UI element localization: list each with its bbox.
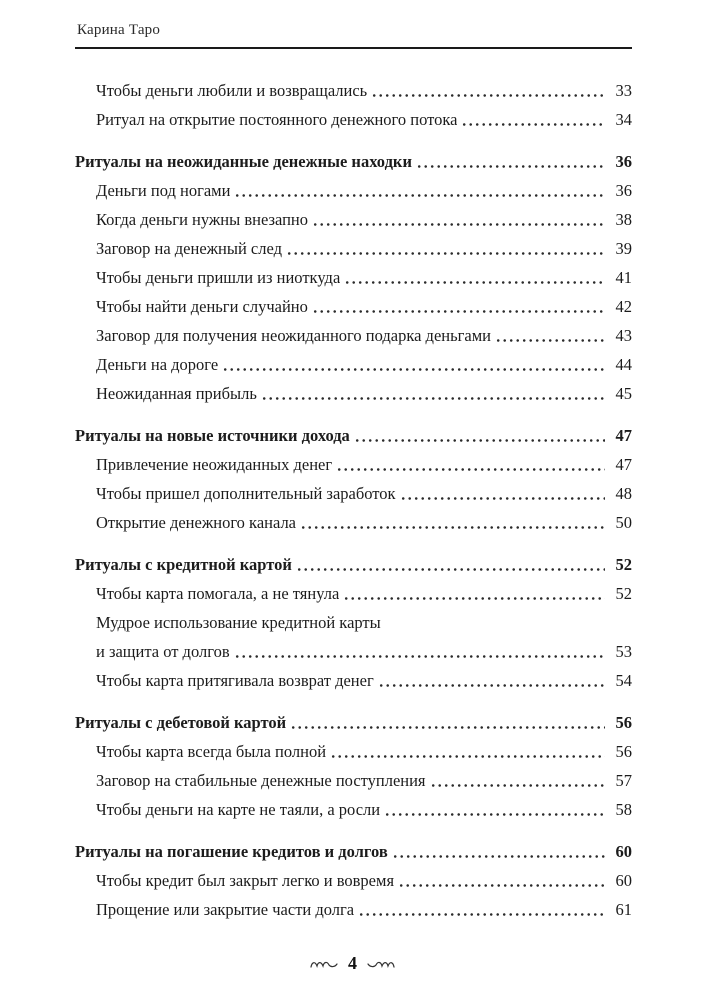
toc-leader-dots <box>401 496 605 501</box>
toc-section-entry <box>75 837 632 866</box>
toc-entry-page: 43 <box>615 325 632 345</box>
toc-entry <box>75 795 632 824</box>
toc-leader-dots <box>462 122 605 127</box>
toc-entry-label: Чтобы карта притягивала возврат денег <box>96 670 374 690</box>
toc-entry-page: 39 <box>615 238 632 258</box>
toc-entry-page: 52 <box>615 583 632 603</box>
toc-entry <box>75 350 632 379</box>
toc-entry-page: 34 <box>615 109 632 129</box>
toc-entry-label: Деньги на дороге <box>96 354 219 374</box>
toc-entry-label: Заговор на стабильные денежные поступления <box>96 770 426 790</box>
toc-entry-page: 60 <box>615 870 632 890</box>
toc-entry-label: Неожиданная прибыль <box>96 383 257 403</box>
toc-entry <box>75 292 632 321</box>
toc-entry-page: 57 <box>615 770 632 790</box>
toc-entry-label: Открытие денежного канала <box>96 512 296 532</box>
toc-leader-dots <box>393 854 605 859</box>
toc-entry-label: Когда деньги нужны внезапно <box>96 209 309 229</box>
toc-entry-label: Ритуалы на новые источники дохода <box>75 425 350 445</box>
toc-entry-label: и защита от долгов <box>96 641 230 661</box>
toc-leader-dots <box>417 164 605 169</box>
toc-entry-label: Привлечение неожиданных денег <box>96 454 333 474</box>
toc-entry <box>75 450 632 479</box>
toc-leader-dots <box>379 683 605 688</box>
toc-leader-dots <box>399 883 605 888</box>
toc-entry-label: Ритуалы с дебетовой картой <box>75 712 287 732</box>
toc-leader-dots <box>297 567 605 572</box>
toc-entry-label: Ритуалы с кредитной картой <box>75 554 292 574</box>
toc-entry-label: Заговор для получения неожиданного подарка деньгами <box>96 325 491 345</box>
toc-entry <box>75 579 632 608</box>
toc-entry-label: Чтобы карта помогала, а не тянула <box>96 583 340 603</box>
toc-entry-page: 41 <box>615 267 632 287</box>
toc-leader-dots <box>287 251 605 256</box>
toc-entry-page: 54 <box>615 670 632 690</box>
toc-entry-page: 50 <box>615 512 632 532</box>
toc-section-entry <box>75 147 632 176</box>
toc-entry-page: 56 <box>615 741 632 761</box>
toc-entry-page: 58 <box>615 799 632 819</box>
toc-entry-label: Мудрое использование кредитной карты <box>96 612 381 632</box>
toc-entry-page: 36 <box>615 180 632 200</box>
toc-entry <box>75 176 632 205</box>
toc-entry <box>75 105 632 134</box>
toc-leader-dots <box>496 338 605 343</box>
toc-entry-page: 47 <box>615 425 632 445</box>
toc-entry-page: 60 <box>615 841 632 861</box>
toc-entry-page: 52 <box>615 554 632 574</box>
toc-entry <box>75 766 632 795</box>
toc-entry-label: Чтобы деньги пришли из ниоткуда <box>96 267 341 287</box>
toc-leader-dots <box>235 193 605 198</box>
toc-entry-label: Ритуалы на неожиданные денежные находки <box>75 151 412 171</box>
page-header <box>75 22 632 49</box>
toc-entry <box>75 234 632 263</box>
page-footer <box>0 953 705 974</box>
toc-entry <box>75 895 632 924</box>
toc-section-entry <box>75 421 632 450</box>
toc-entry-label: Чтобы карта всегда была полной <box>96 741 327 761</box>
running-header-author: Карина Таро <box>77 22 161 38</box>
toc-entry <box>75 637 632 666</box>
toc-entry-label: Ритуал на открытие постоянного денежного потока <box>96 109 458 129</box>
toc-leader-dots <box>223 367 605 372</box>
toc-leader-dots <box>337 467 605 472</box>
toc-entry <box>75 866 632 895</box>
toc-entry-page: 45 <box>615 383 632 403</box>
page-number: 4 <box>348 953 357 973</box>
toc-entry <box>75 379 632 408</box>
flourish-left-icon <box>309 958 339 970</box>
table-of-contents <box>75 76 632 924</box>
toc-entry-label: Чтобы деньги любили и возвращались <box>96 80 368 100</box>
toc-entry-label: Чтобы пришел дополнительный заработок <box>96 483 396 503</box>
toc-entry <box>75 205 632 234</box>
toc-leader-dots <box>313 309 605 314</box>
toc-entry-label: Чтобы кредит был закрыт легко и вовремя <box>96 870 395 890</box>
toc-leader-dots <box>331 754 605 759</box>
toc-entry-page: 38 <box>615 209 632 229</box>
toc-leader-dots <box>385 812 605 817</box>
toc-leader-dots <box>301 525 605 530</box>
toc-section-entry <box>75 708 632 737</box>
toc-entry-label: Ритуалы на погашение кредитов и долгов <box>75 841 388 861</box>
toc-section-entry <box>75 550 632 579</box>
toc-entry-page: 56 <box>615 712 632 732</box>
toc-entry <box>75 479 632 508</box>
toc-entry-page: 53 <box>615 641 632 661</box>
flourish-right-icon <box>366 958 396 970</box>
toc-entry-wrap-line <box>75 608 632 637</box>
toc-leader-dots <box>344 596 605 601</box>
toc-entry-page: 48 <box>615 483 632 503</box>
toc-leader-dots <box>313 222 605 227</box>
toc-entry-page: 42 <box>615 296 632 316</box>
toc-entry <box>75 263 632 292</box>
toc-leader-dots <box>431 783 605 788</box>
toc-leader-dots <box>345 280 605 285</box>
toc-entry-page: 33 <box>615 80 632 100</box>
toc-entry-label: Прощение или закрытие части долга <box>96 899 355 919</box>
toc-entry-label: Чтобы деньги на карте не таяли, а росли <box>96 799 381 819</box>
toc-leader-dots <box>291 725 605 730</box>
toc-leader-dots <box>235 654 605 659</box>
toc-entry-label: Чтобы найти деньги случайно <box>96 296 308 316</box>
toc-entry-label: Деньги под ногами <box>96 180 231 200</box>
toc-entry <box>75 76 632 105</box>
toc-leader-dots <box>372 93 605 98</box>
toc-entry-page: 47 <box>615 454 632 474</box>
toc-leader-dots <box>262 396 605 401</box>
toc-entry <box>75 666 632 695</box>
toc-entry-page: 61 <box>615 899 632 919</box>
toc-entry-page: 36 <box>615 151 632 171</box>
toc-entry <box>75 508 632 537</box>
toc-entry <box>75 737 632 766</box>
toc-leader-dots <box>355 438 605 443</box>
toc-entry <box>75 321 632 350</box>
toc-leader-dots <box>359 912 605 917</box>
toc-entry-page: 44 <box>615 354 632 374</box>
toc-entry-label: Заговор на денежный след <box>96 238 282 258</box>
header-rule <box>75 47 632 49</box>
